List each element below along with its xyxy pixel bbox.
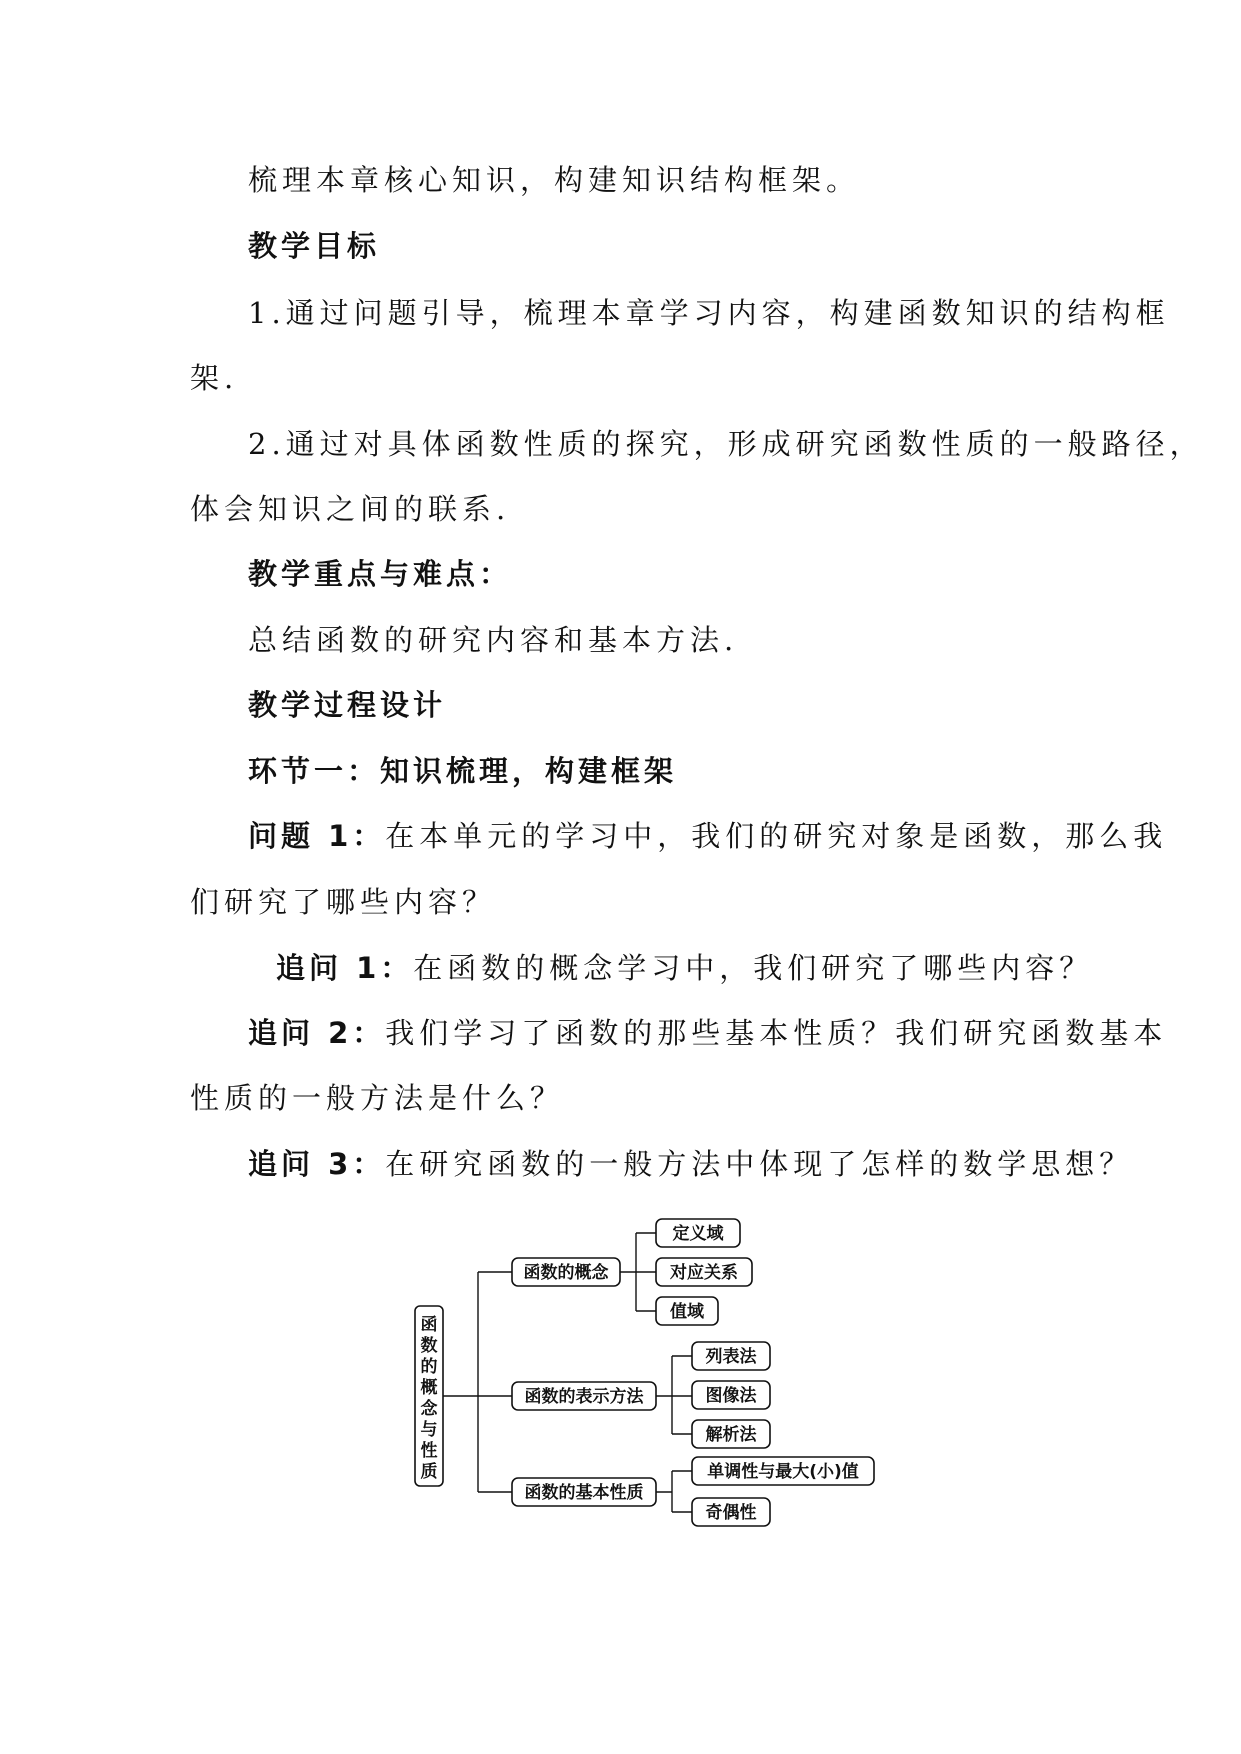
branch-repr-label: 函数的表示方法 xyxy=(524,1387,644,1407)
heading-text: 环节一：知识梳理，构建框架 xyxy=(248,754,678,788)
concept-connector xyxy=(620,1233,656,1311)
followup-2-text-cont: 性质的一般方法是什么？ xyxy=(190,1081,565,1115)
leaf-mapping-label: 对应关系 xyxy=(670,1263,738,1283)
trunk-connector xyxy=(443,1272,512,1492)
branch-props-label: 函数的基本性质 xyxy=(524,1483,644,1503)
leaf-analytic-label: 解析法 xyxy=(705,1425,757,1445)
followup-3-label: 追问 3： xyxy=(248,1147,386,1181)
root-label: 函数的概念与性质 xyxy=(420,1315,438,1482)
goal-2-text-cont: 体会知识之间的联系. xyxy=(190,492,511,526)
question-1-label: 问题 1： xyxy=(248,819,386,853)
goal-1-text: 1.通过问题引导，梳理本章学习内容，构建函数知识的结构框 xyxy=(248,296,1170,330)
followup-3-text: 在研究函数的一般方法中体现了怎样的数学思想？ xyxy=(385,1147,1134,1181)
goal-2-text: 2.通过对具体函数性质的探究，形成研究函数性质的一般路径， xyxy=(248,427,1204,461)
followup-2-label: 追问 2： xyxy=(248,1016,386,1050)
followup-2-text: 我们学习了函数的那些基本性质？我们研究函数基本 xyxy=(385,1016,1168,1050)
goal-1-text-cont: 架. xyxy=(190,361,239,395)
leaf-mono-label: 单调性与最大(小)值 xyxy=(707,1462,859,1482)
heading-text: 教学过程设计 xyxy=(248,688,447,722)
followup-1-label: 追问 1： xyxy=(276,951,414,985)
leaf-parity-label: 奇偶性 xyxy=(705,1503,757,1523)
leaf-table-label: 列表法 xyxy=(705,1347,757,1367)
heading-text: 教学目标 xyxy=(248,229,381,263)
followup-1-text: 在函数的概念学习中，我们研究了哪些内容？ xyxy=(413,951,1094,985)
branch-concept-label: 函数的概念 xyxy=(523,1263,609,1283)
intro-text: 梳理本章核心知识，构建知识结构框架。 xyxy=(248,163,861,197)
leaf-range-label: 值域 xyxy=(670,1302,704,1322)
heading-text: 教学重点与难点： xyxy=(248,557,513,591)
question-1-text: 在本单元的学习中，我们的研究对象是函数，那么我 xyxy=(385,819,1168,853)
key-text: 总结函数的研究内容和基本方法. xyxy=(248,623,739,657)
question-1-text-cont: 们研究了哪些内容？ xyxy=(190,885,497,919)
leaf-domain-label: 定义域 xyxy=(672,1224,724,1244)
repr-connector xyxy=(656,1356,692,1434)
leaf-graph-label: 图像法 xyxy=(705,1386,757,1406)
props-connector xyxy=(656,1471,692,1512)
